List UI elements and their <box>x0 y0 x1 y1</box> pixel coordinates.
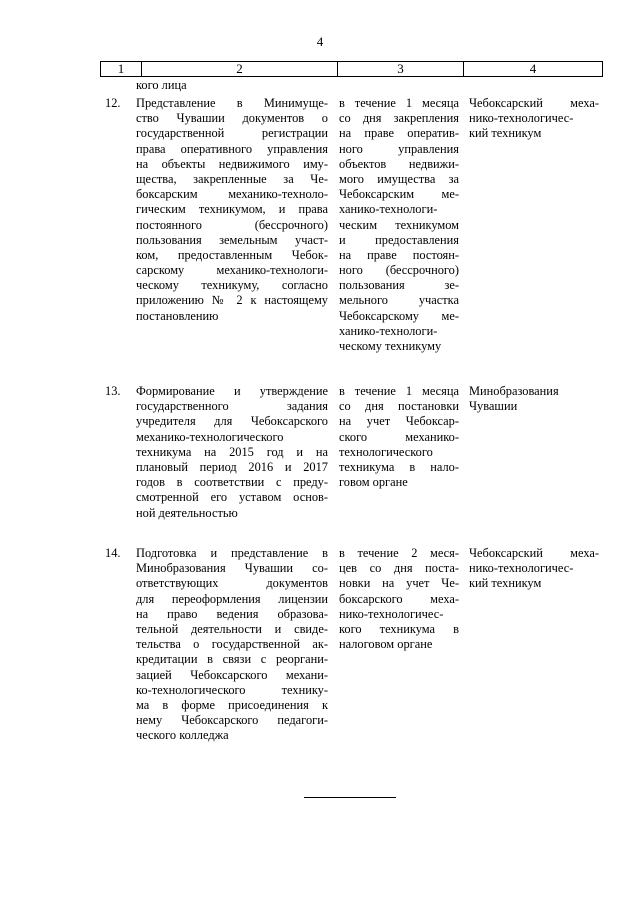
text-line: ческому техникуму, согласно <box>136 278 328 293</box>
text-line: Подготовка и представление в <box>136 546 328 560</box>
text-line: пользования земельным участ- <box>136 232 328 247</box>
text-line: со дня постановки <box>339 399 459 414</box>
column-header-row <box>100 61 603 77</box>
text-line: и предоставления <box>339 232 459 247</box>
text-line: ческого колледжа <box>136 728 229 743</box>
text-line: Чебоксарскому ме- <box>339 308 459 323</box>
text-line: гическим техникумом, и права <box>136 202 328 217</box>
text-line: боксарским механико-техноло- <box>136 187 328 202</box>
column-header-4: 4 <box>464 62 603 77</box>
text-line: ского механико- <box>339 429 459 444</box>
closing-rule <box>304 797 396 798</box>
column-header-2: 2 <box>142 62 338 77</box>
text-line: технологического <box>339 444 433 459</box>
responsible-cell <box>469 384 599 414</box>
text-line: нико-технологичес- <box>469 561 574 576</box>
text-line: мого имущества за <box>339 171 459 186</box>
text-line: учредителя для Чебоксарского <box>136 414 328 429</box>
text-line: плановый период 2016 и 2017 <box>136 459 328 474</box>
task-cell <box>136 546 328 743</box>
text-line: Минобразования <box>469 384 559 398</box>
text-line: налоговом органе <box>339 637 433 652</box>
text-line: постановлению <box>136 308 219 323</box>
text-line: ство Чувашии документов о <box>136 111 328 126</box>
text-line: кредитации в связи с реоргани- <box>136 652 328 667</box>
text-line: ческим техникумом <box>339 217 459 232</box>
text-line: нико-технологичес- <box>339 606 444 621</box>
text-line: ма в форме присоединения к <box>136 697 328 712</box>
text-line: на учет Чебоксар- <box>339 414 459 429</box>
text-line: щества, закрепленные за Че- <box>136 171 328 186</box>
text-line: на праве постоян- <box>339 247 459 262</box>
text-line: Чебоксарским ме- <box>339 187 459 202</box>
text-line: ком, предоставленным Чебок- <box>136 247 328 262</box>
text-line: мельного участка <box>339 293 459 308</box>
text-line: ханико-технологи- <box>339 202 438 217</box>
text-line: боксарского меха- <box>339 591 459 606</box>
text-line: постоянного (бессрочного) <box>136 217 328 232</box>
text-line: кого техникума в <box>339 621 459 636</box>
continuation-text: кого лица <box>136 78 187 92</box>
text-line: пользования зе- <box>339 278 459 293</box>
deadline-cell <box>339 96 459 354</box>
text-line: ко-технологического технику- <box>136 682 328 697</box>
text-line: государственного задания <box>136 399 328 414</box>
text-line: ответствующих документов <box>136 576 328 591</box>
text-line: смотренной его уставом основ- <box>136 490 328 505</box>
text-line: государственной регистрации <box>136 126 328 141</box>
text-line: на праве оператив- <box>339 126 459 141</box>
text-line: Чувашии <box>469 399 518 414</box>
text-line: Чебоксарский меха- <box>469 96 599 110</box>
text-line: ного (бессрочного) <box>339 263 459 278</box>
responsible-cell <box>469 96 599 142</box>
task-cell <box>136 384 328 521</box>
text-line: права оперативного управления <box>136 141 328 156</box>
text-line: годов в соответствии с преду- <box>136 475 328 490</box>
text-line: говом органе <box>339 475 408 490</box>
text-line: приложению № 2 к настоящему <box>136 293 328 308</box>
text-line: объектов недвижи- <box>339 156 459 171</box>
text-line: Представление в Минимуще- <box>136 96 328 110</box>
text-line: ханико-технологи- <box>339 323 438 338</box>
text-line: кий техникум <box>469 126 542 141</box>
text-line: со дня закрепления <box>339 111 459 126</box>
text-line: тельной деятельности и свиде- <box>136 621 328 636</box>
text-line: на право ведения образова- <box>136 606 328 621</box>
text-line: в течение 1 месяца <box>339 384 459 398</box>
text-line: механико-технологического <box>136 429 284 444</box>
text-line: ного управления <box>339 141 459 156</box>
column-header-3: 3 <box>338 62 464 77</box>
row-number: 13. <box>105 384 121 398</box>
text-line: техникума в нало- <box>339 459 459 474</box>
text-line: сарскому механико-технологи- <box>136 263 328 278</box>
row-number: 12. <box>105 96 121 110</box>
text-line: техникума на 2015 год и на <box>136 444 328 459</box>
text-line: Формирование и утверждение <box>136 384 328 398</box>
text-line: в течение 1 месяца <box>339 96 459 110</box>
text-line: новки на учет Че- <box>339 576 459 591</box>
text-line: в течение 2 меся- <box>339 546 459 560</box>
page-number: 4 <box>316 34 324 49</box>
text-line: цев со дня поста- <box>339 561 459 576</box>
deadline-cell <box>339 384 459 490</box>
text-line: Минобразования Чувашии со- <box>136 561 328 576</box>
deadline-cell <box>339 546 459 652</box>
text-line: для переоформления лицензии <box>136 591 328 606</box>
row-number: 14. <box>105 546 121 560</box>
task-cell <box>136 96 328 324</box>
text-line: ной деятельностью <box>136 505 238 520</box>
text-line: тельства о государственной ак- <box>136 637 328 652</box>
column-header-1: 1 <box>101 62 142 77</box>
text-line: нему Чебоксарского педагоги- <box>136 713 328 728</box>
text-line: Чебоксарский меха- <box>469 546 599 560</box>
responsible-cell <box>469 546 599 592</box>
text-line: ческому техникуму <box>339 339 442 353</box>
text-line: на объекты недвижимого иму- <box>136 156 328 171</box>
text-line: нико-технологичес- <box>469 111 574 126</box>
text-line: кий техникум <box>469 576 542 591</box>
text-line: зацией Чебоксарского механи- <box>136 667 328 682</box>
